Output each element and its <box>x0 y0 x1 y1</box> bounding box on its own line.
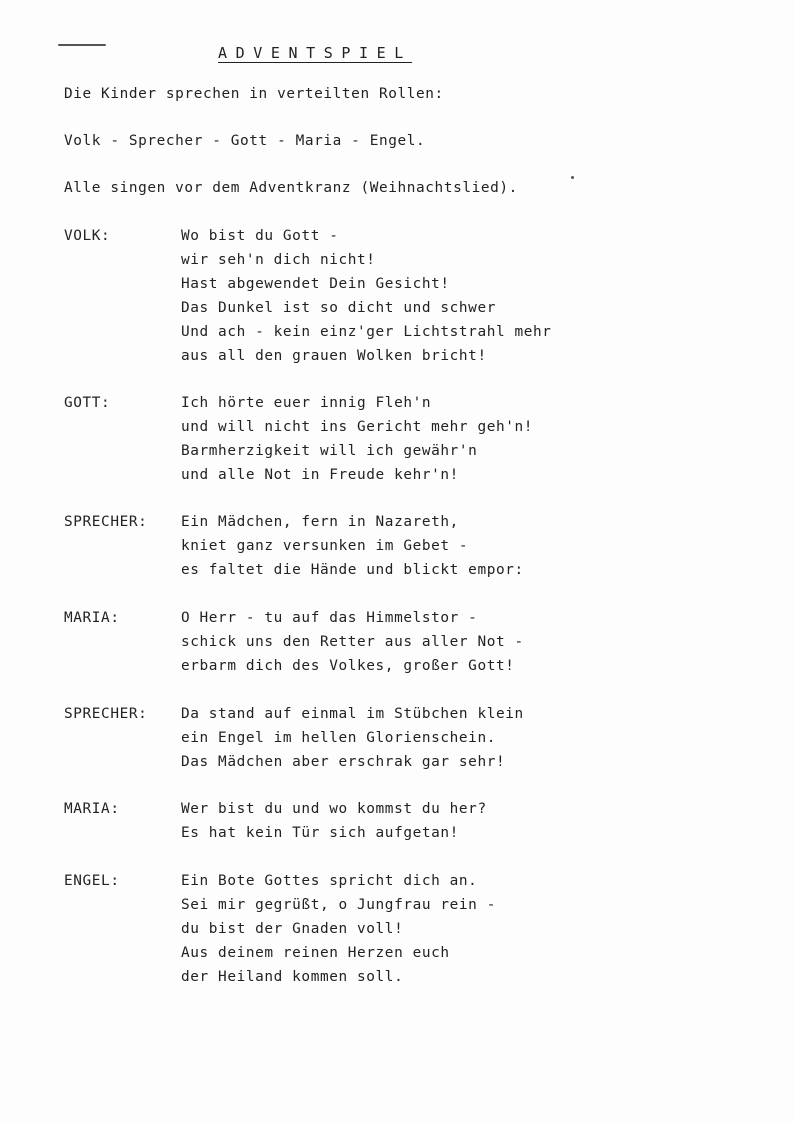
verse-line: aus all den grauen Wolken bricht! <box>181 348 487 364</box>
speaker-label: SPRECHER: <box>64 706 148 722</box>
speaker-lines <box>181 702 524 774</box>
verse-line: es faltet die Hände und blickt empor: <box>181 562 524 578</box>
intro-line: Die Kinder sprechen in verteilten Rollen: <box>64 86 444 102</box>
speaker-lines <box>181 869 496 989</box>
verse-line: der Heiland kommen soll. <box>181 969 404 985</box>
verse-line: erbarm dich des Volkes, großer Gott! <box>181 658 515 674</box>
speaker-label: VOLK: <box>64 228 111 244</box>
verse-line: Hast abgewendet Dein Gesicht! <box>181 276 450 292</box>
intro-line: Alle singen vor dem Adventkranz (Weihnachtslied). <box>64 180 518 196</box>
verse-line: und alle Not in Freude kehr'n! <box>181 467 459 483</box>
speaker-label: MARIA: <box>64 801 120 817</box>
speaker-lines <box>181 510 524 582</box>
speaker-lines <box>181 606 524 678</box>
verse-line: Wer bist du und wo kommst du her? <box>181 801 487 817</box>
verse-line: Ich hörte euer innig Fleh'n <box>181 395 432 411</box>
verse-line: Wo bist du Gott - <box>181 228 339 244</box>
verse-line: Da stand auf einmal im Stübchen klein <box>181 706 524 722</box>
verse-line: Das Dunkel ist so dicht und schwer <box>181 300 496 316</box>
verse-line: Und ach - kein einz'ger Lichtstrahl mehr <box>181 324 552 340</box>
verse-line: du bist der Gnaden voll! <box>181 921 404 937</box>
document-title: ADVENTSPIEL <box>218 44 412 62</box>
verse-line: Es hat kein Tür sich aufgetan! <box>181 825 459 841</box>
verse-line: Ein Bote Gottes spricht dich an. <box>181 873 478 889</box>
verse-line: ein Engel im hellen Glorienschein. <box>181 730 496 746</box>
verse-line: schick uns den Retter aus aller Not - <box>181 634 524 650</box>
verse-line: wir seh'n dich nicht! <box>181 252 376 268</box>
speaker-lines <box>181 797 487 845</box>
verse-line: Aus deinem reinen Herzen euch <box>181 945 450 961</box>
speaker-lines <box>181 224 552 368</box>
speaker-lines <box>181 391 533 487</box>
scan-dot <box>571 176 574 179</box>
speaker-label: GOTT: <box>64 395 111 411</box>
verse-line: Das Mädchen aber erschrak gar sehr! <box>181 754 506 770</box>
intro-line: Volk - Sprecher - Gott - Maria - Engel. <box>64 133 426 149</box>
speaker-label: ENGEL: <box>64 873 120 889</box>
verse-line: und will nicht ins Gericht mehr geh'n! <box>181 419 534 435</box>
verse-line: O Herr - tu auf das Himmelstor - <box>181 610 478 626</box>
verse-line: Barmherzigkeit will ich gewähr'n <box>181 443 478 459</box>
speaker-label: MARIA: <box>64 610 120 626</box>
scan-mark <box>58 44 106 46</box>
verse-line: kniet ganz versunken im Gebet - <box>181 538 469 554</box>
speaker-label: SPRECHER: <box>64 514 148 530</box>
verse-line: Ein Mädchen, fern in Nazareth, <box>181 514 459 530</box>
verse-line: Sei mir gegrüßt, o Jungfrau rein - <box>181 897 496 913</box>
